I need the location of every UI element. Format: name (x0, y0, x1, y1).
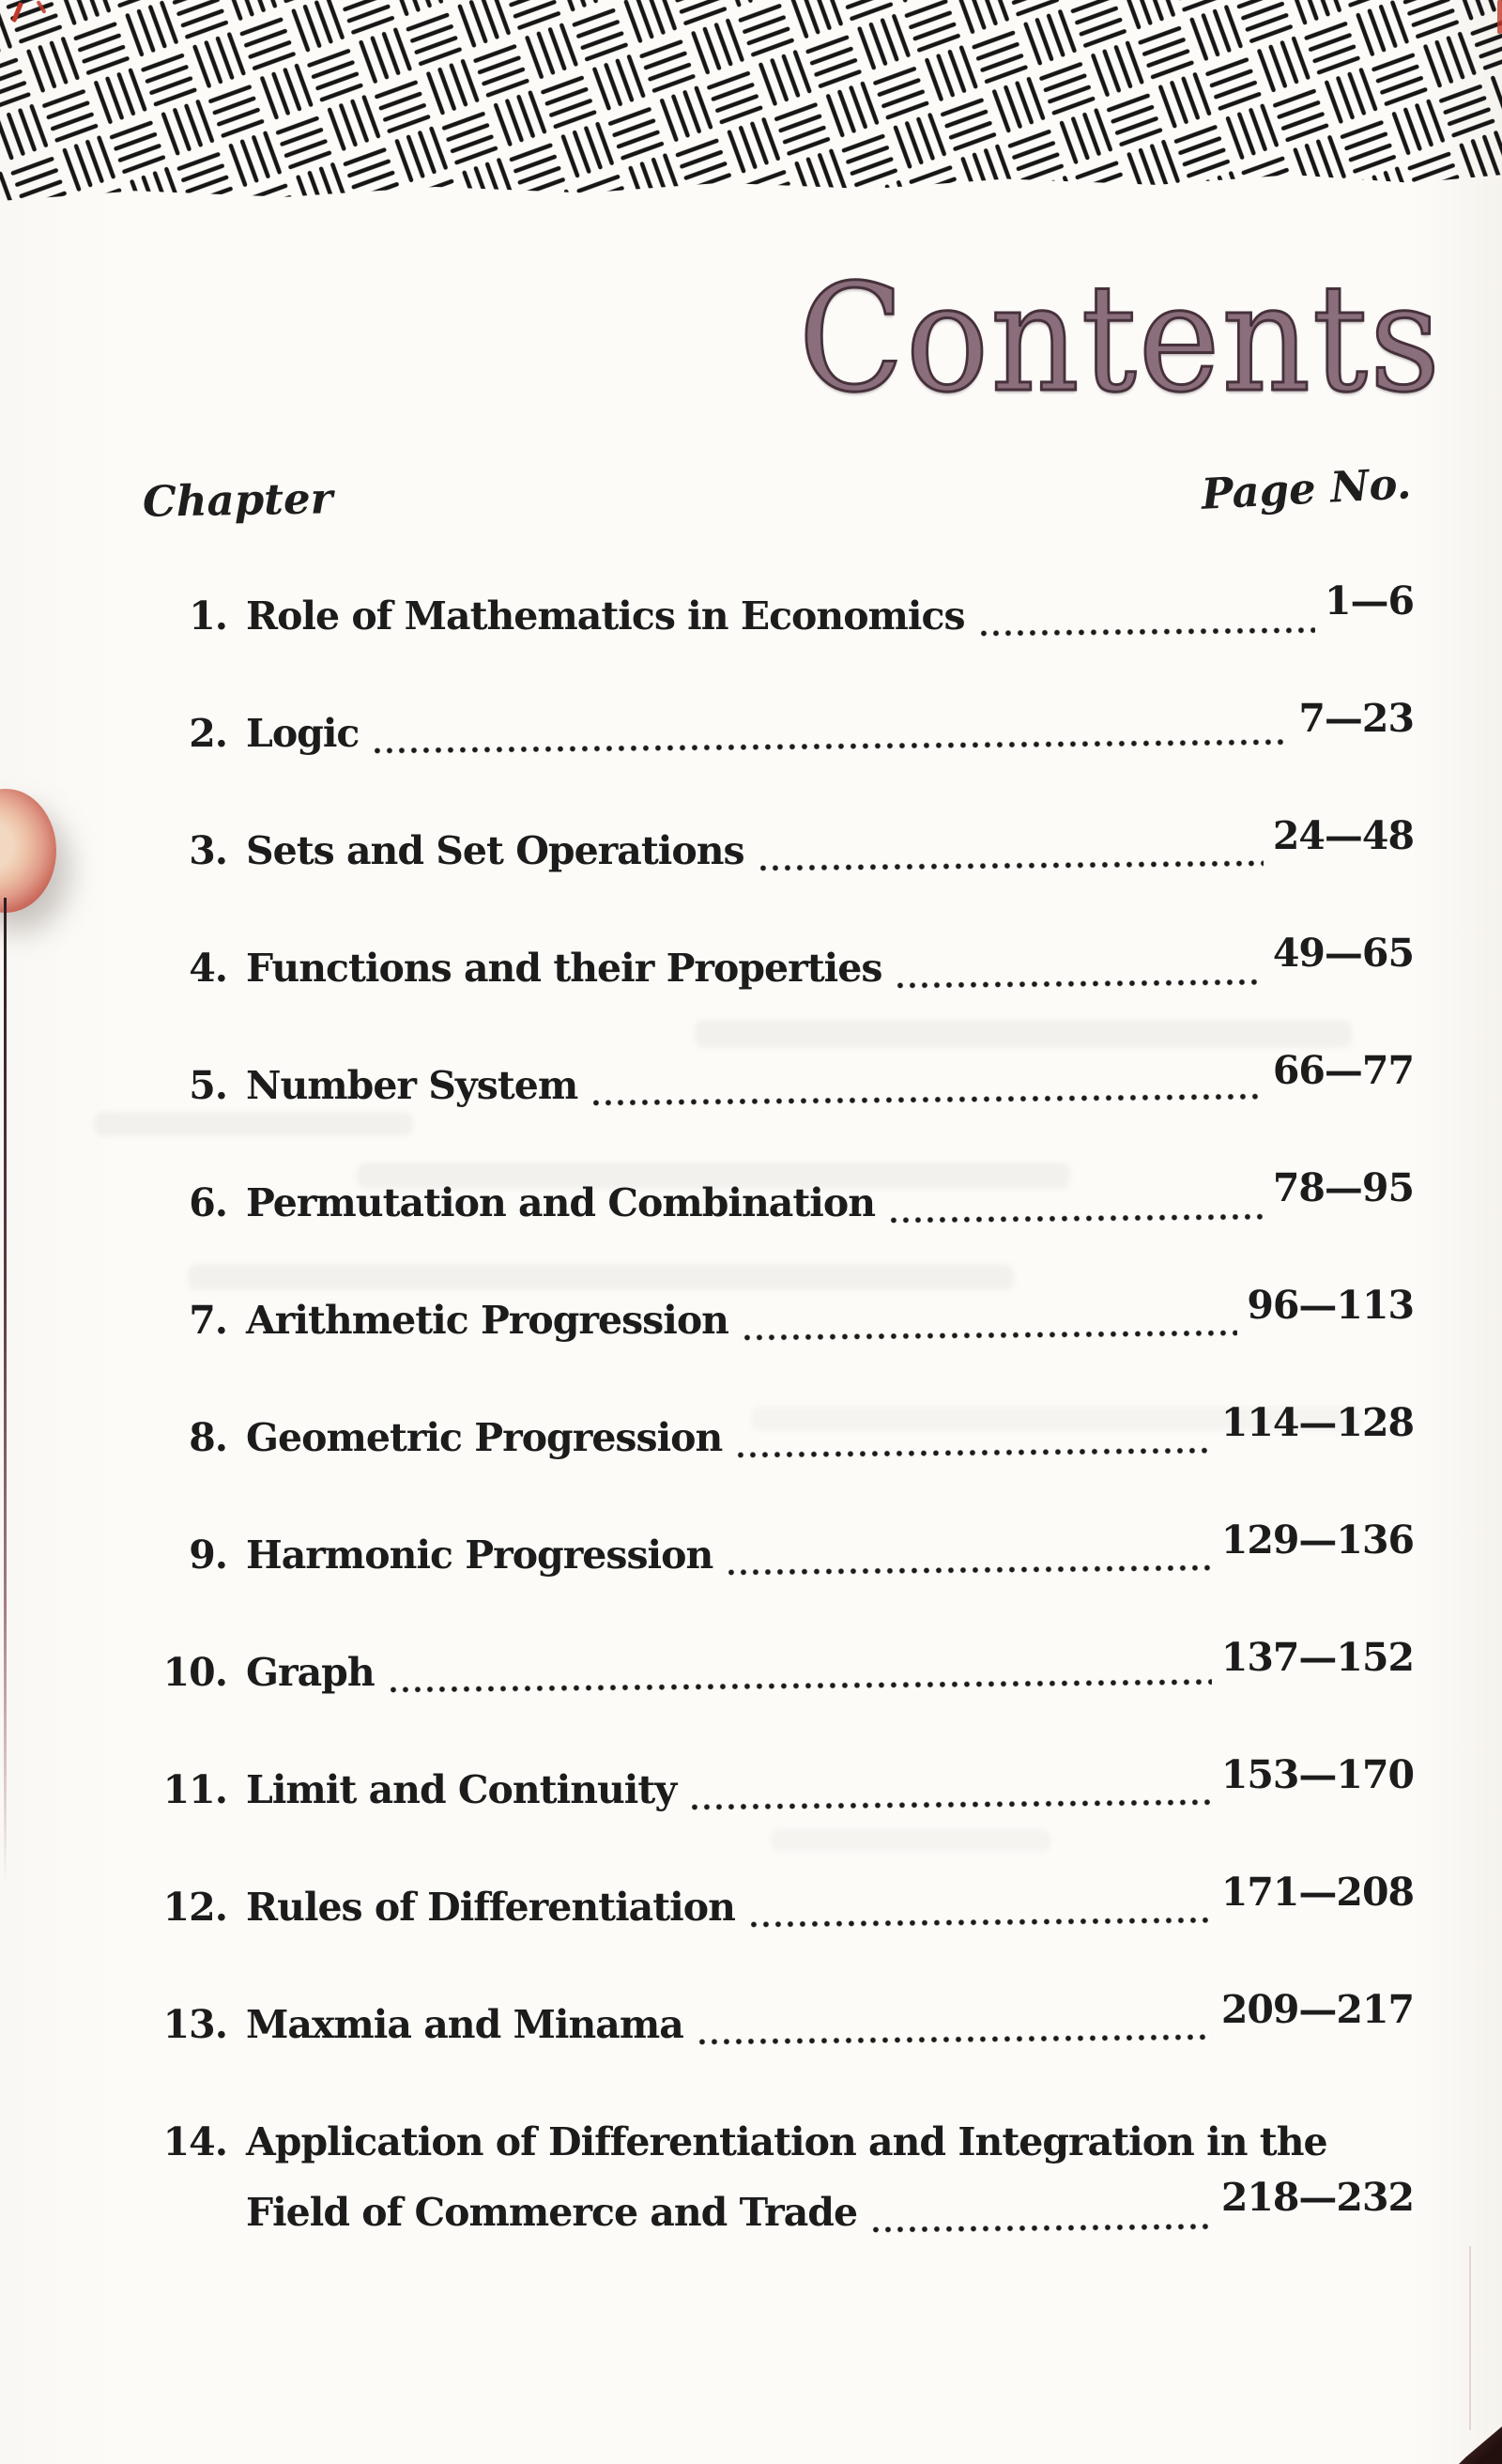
dotted-leader (390, 1678, 1212, 1694)
chapter-number: 10. (162, 1650, 227, 1695)
toc-entry (141, 1048, 1414, 1115)
chapter-title: Number System (246, 1063, 578, 1108)
dotted-leader (872, 2223, 1212, 2234)
chapter-title: Permutation and Combination (246, 1180, 876, 1225)
chapter-number: 11. (162, 1767, 227, 1812)
page-range: 49—65 (1272, 931, 1414, 976)
toc-entry (141, 1635, 1414, 1702)
chapter-title: Limit and Continuity (246, 1767, 677, 1812)
toc-entry (141, 1400, 1414, 1467)
page-title: Contents (798, 253, 1442, 425)
red-edge-mark (1497, 0, 1502, 34)
page-range: 96—113 (1247, 1283, 1414, 1328)
page-edge-line (1469, 2246, 1471, 2430)
toc-entry-continued (141, 2175, 1414, 2241)
page-range: 218—232 (1220, 2175, 1414, 2220)
chapter-title: Sets and Set Operations (246, 828, 744, 873)
toc-entry (141, 1987, 1414, 2054)
chapter-number: 1. (189, 593, 227, 639)
toc-entry (141, 1283, 1414, 1349)
dotted-leader (691, 1798, 1212, 1811)
chapter-number: 2. (189, 711, 227, 756)
chapter-title: Rules of Differentiation (246, 1885, 735, 1930)
toc-entry (141, 1752, 1414, 1819)
chapter-title: Graph (246, 1650, 375, 1695)
finger (0, 789, 56, 913)
page-range: 171—208 (1220, 1870, 1414, 1915)
column-headers (142, 458, 1413, 527)
page-range: 209—217 (1220, 1987, 1414, 2032)
chapter-title: Functions and their Properties (246, 946, 882, 991)
page-range: 66—77 (1272, 1048, 1414, 1093)
page-range: 78—95 (1272, 1165, 1414, 1210)
page-range: 129—136 (1220, 1517, 1414, 1563)
page-range: 153—170 (1220, 1752, 1414, 1797)
chapter-title: Logic (246, 711, 360, 756)
chapter-number: 13. (162, 2002, 227, 2047)
chapter-title: Harmonic Progression (246, 1532, 713, 1578)
chapter-number: 7. (189, 1298, 227, 1343)
toc-entry (141, 813, 1414, 880)
binding-thread (4, 898, 7, 1884)
chapter-title: Application of Differentiation and Integration in the (246, 2119, 1327, 2164)
dotted-leader (728, 1563, 1212, 1577)
chapter-column-header: Chapter (142, 473, 333, 527)
dotted-leader (743, 1329, 1237, 1342)
dotted-leader (750, 1916, 1212, 1929)
dotted-leader (759, 859, 1264, 872)
dotted-leader (897, 978, 1264, 990)
page-range: 137—152 (1220, 1635, 1414, 1680)
chapter-title: Maxmia and Minama (246, 2002, 683, 2047)
chapter-number: 14. (162, 2119, 227, 2164)
dotted-leader (698, 2033, 1212, 2046)
chapter-number: 12. (162, 1885, 227, 1930)
page-range: 24—48 (1272, 813, 1414, 858)
dotted-leader (592, 1092, 1264, 1107)
dotted-leader (979, 626, 1314, 638)
toc-entry (141, 1517, 1414, 1584)
chapter-number: 5. (189, 1063, 227, 1108)
chapter-title: Arithmetic Progression (246, 1298, 728, 1343)
chapter-number: 6. (189, 1180, 227, 1225)
chapter-number: 8. (189, 1415, 227, 1460)
toc-entry (141, 931, 1414, 997)
toc-entry (141, 1165, 1414, 1232)
toc-entry (141, 2113, 1414, 2171)
chapter-number: 4. (189, 946, 227, 991)
dotted-leader (737, 1446, 1212, 1459)
table-of-contents (141, 578, 1414, 2301)
page-range: 7—23 (1298, 696, 1414, 741)
chapter-title: Field of Commerce and Trade (246, 2190, 858, 2235)
hatch-pattern-graphic (0, 0, 1502, 201)
toc-entry (141, 696, 1414, 762)
chapter-title: Geometric Progression (246, 1415, 723, 1460)
page-range: 1—6 (1324, 578, 1414, 624)
page-range: 114—128 (1220, 1400, 1414, 1445)
dotted-leader (374, 738, 1289, 755)
toc-entry (141, 578, 1414, 645)
chapter-title: Role of Mathematics in Economics (246, 593, 965, 639)
page-no-column-header: Page No. (1200, 458, 1413, 519)
chapter-number: 3. (189, 828, 227, 873)
dotted-leader (890, 1212, 1264, 1224)
chapter-number: 9. (189, 1532, 227, 1578)
dark-corner-of-next-page (1459, 2426, 1502, 2464)
toc-entry (141, 1870, 1414, 1936)
decorative-hatch-band (0, 0, 1502, 201)
